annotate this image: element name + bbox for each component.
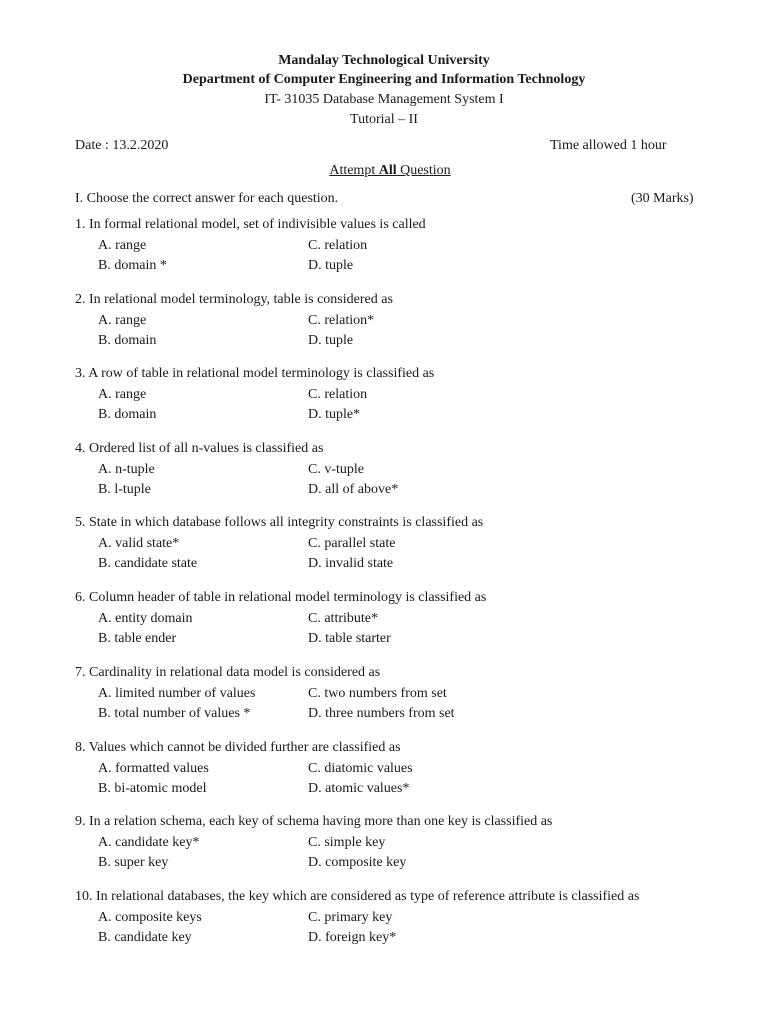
option-b: B. domain * bbox=[98, 258, 167, 273]
question-6 bbox=[75, 588, 715, 650]
attempt-suffix: Question bbox=[396, 163, 451, 178]
question-3 bbox=[75, 364, 715, 426]
option-c: C. two numbers from set bbox=[308, 685, 447, 701]
section-marks: (30 Marks) bbox=[631, 191, 694, 206]
question-4 bbox=[75, 439, 715, 501]
question-1 bbox=[75, 215, 715, 277]
question-9 bbox=[75, 812, 715, 874]
attempt-prefix: Attempt bbox=[329, 163, 379, 178]
department-title: Department of Computer Engineering and Information Technology bbox=[182, 72, 586, 87]
question-text: 9. In a relation schema, each key of schema having more than one key is classified as bbox=[75, 814, 553, 829]
options bbox=[75, 759, 715, 800]
question-text: 1. In formal relational model, set of indivisible values is called bbox=[75, 217, 426, 232]
option-a: A. formatted values bbox=[98, 760, 209, 776]
option-b: B. bi-atomic model bbox=[98, 781, 207, 796]
question-2 bbox=[75, 290, 715, 352]
option-b: B. total number of values * bbox=[98, 706, 251, 721]
option-b: B. domain bbox=[98, 407, 157, 422]
option-d: D. tuple bbox=[308, 258, 354, 273]
option-d: D. table starter bbox=[308, 631, 391, 646]
question-10 bbox=[75, 887, 715, 949]
exam-date: Date : 13.2.2020 bbox=[75, 138, 169, 153]
option-d: D. atomic values* bbox=[308, 781, 410, 796]
options bbox=[75, 908, 715, 949]
option-d: D. invalid state bbox=[308, 556, 394, 571]
question-text: 6. Column header of table in relational model terminology is classified as bbox=[75, 590, 487, 605]
attempt-all: All bbox=[378, 163, 397, 178]
course-title: IT- 31035 Database Management System I bbox=[264, 92, 504, 107]
option-d: D. tuple* bbox=[308, 407, 361, 422]
options bbox=[75, 534, 715, 575]
question-text: 8. Values which cannot be divided further are classified as bbox=[75, 740, 401, 755]
tutorial-title: Tutorial – II bbox=[350, 112, 418, 127]
option-a: A. range bbox=[98, 237, 147, 253]
option-c: C. v-tuple bbox=[308, 461, 364, 477]
option-a: A. valid state* bbox=[98, 535, 180, 551]
attempt-instruction bbox=[0, 163, 768, 179]
option-c: C. diatomic values bbox=[308, 760, 413, 776]
question-5 bbox=[75, 513, 715, 575]
question-8 bbox=[75, 738, 715, 800]
option-d: D. tuple bbox=[308, 333, 354, 348]
option-c: C. relation* bbox=[308, 312, 375, 328]
question-7 bbox=[75, 663, 715, 725]
question-text: 5. State in which database follows all integrity constraints is classified as bbox=[75, 515, 484, 530]
option-b: B. table ender bbox=[98, 631, 177, 646]
option-d: D. composite key bbox=[308, 855, 407, 870]
option-c: C. attribute* bbox=[308, 610, 378, 626]
option-d: D. all of above* bbox=[308, 482, 399, 497]
options bbox=[75, 833, 715, 874]
options bbox=[75, 236, 715, 277]
option-b: B. domain bbox=[98, 333, 157, 348]
option-c: C. primary key bbox=[308, 909, 393, 925]
option-a: A. composite keys bbox=[98, 909, 202, 925]
question-text: 4. Ordered list of all n-values is classified as bbox=[75, 441, 324, 456]
option-a: A. range bbox=[98, 312, 147, 328]
question-text: 7. Cardinality in relational data model is considered as bbox=[75, 665, 381, 680]
option-c: C. relation bbox=[308, 386, 368, 402]
options bbox=[75, 311, 715, 352]
time-allowed: Time allowed 1 hour bbox=[550, 138, 667, 153]
options bbox=[75, 385, 715, 426]
option-b: B. super key bbox=[98, 855, 169, 870]
question-text: 2. In relational model terminology, table is considered as bbox=[75, 292, 393, 307]
option-a: A. range bbox=[98, 386, 147, 402]
option-b: B. candidate key bbox=[98, 930, 192, 945]
option-a: A. candidate key* bbox=[98, 834, 200, 850]
option-c: C. simple key bbox=[308, 834, 386, 850]
option-c: C. parallel state bbox=[308, 535, 396, 551]
options bbox=[75, 609, 715, 650]
option-a: A. entity domain bbox=[98, 610, 193, 626]
option-b: B. candidate state bbox=[98, 556, 198, 571]
options bbox=[75, 460, 715, 501]
option-c: C. relation bbox=[308, 237, 368, 253]
option-a: A. limited number of values bbox=[98, 685, 256, 701]
section-instruction: I. Choose the correct answer for each question. bbox=[75, 191, 339, 206]
question-text: 3. A row of table in relational model terminology is classified as bbox=[75, 366, 435, 381]
option-b: B. l-tuple bbox=[98, 482, 151, 497]
option-a: A. n-tuple bbox=[98, 461, 155, 477]
university-title: Mandalay Technological University bbox=[278, 53, 490, 68]
option-d: D. foreign key* bbox=[308, 930, 397, 945]
option-d: D. three numbers from set bbox=[308, 706, 455, 721]
options bbox=[75, 684, 715, 725]
question-text: 10. In relational databases, the key which are considered as type of reference attribute is classified as bbox=[75, 889, 640, 904]
